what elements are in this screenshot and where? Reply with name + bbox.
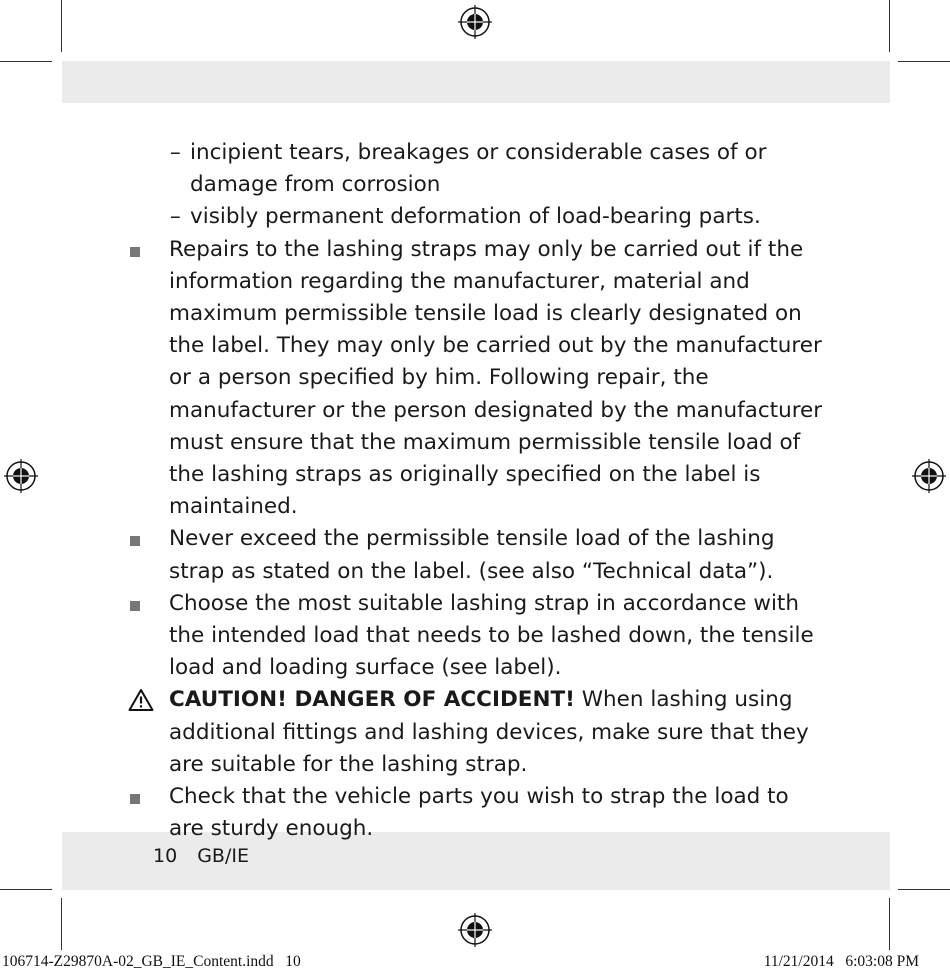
bullet-text: Check that the vehicle parts you wish to strap the load to are sturdy enough. bbox=[169, 784, 789, 842]
bullet-text: Repairs to the lashing straps may only be carried out if the information regarding the manufacturer, material and maximum permissible tensile load is clearly designated on the label. They may only be carried out by the manufacturer or a person specified by him. Following repair, the manufacturer or the person designated by the manufacturer must ensure that the maximum permissible tensile load of the lashing straps as originally specified on the label is maintained. bbox=[169, 236, 823, 520]
crop-mark-bottom-left-vertical bbox=[61, 898, 62, 950]
dash-list-item bbox=[128, 137, 828, 201]
header-band bbox=[62, 61, 890, 103]
square-bullet-icon bbox=[130, 536, 140, 546]
bullet-list-item bbox=[128, 234, 828, 524]
dash-marker: – bbox=[170, 204, 181, 230]
bullet-list-item bbox=[128, 781, 828, 845]
crop-mark-top-left-vertical bbox=[61, 0, 62, 52]
bullet-list-item bbox=[128, 523, 828, 587]
caution-text: When lashing using additional fittings and lashing devices, make sure that they are suitable for the lashing strap. bbox=[169, 687, 809, 777]
crop-mark-bottom-right-horizontal bbox=[898, 889, 950, 890]
language-code: GB/IE bbox=[197, 845, 249, 867]
crop-mark-top-right-horizontal bbox=[898, 61, 950, 62]
dash-marker: – bbox=[170, 140, 181, 165]
bullet-text: Never exceed the permissible tensile load of the lashing strap as stated on the label. (see also “Technical data”). bbox=[169, 526, 775, 584]
registration-mark-icon bbox=[458, 5, 492, 39]
slug-filename: 106714-Z29870A-02_GB_IE_Content.indd 10 bbox=[2, 953, 301, 970]
page-body bbox=[128, 137, 828, 845]
page-folio bbox=[153, 845, 249, 867]
registration-mark-icon bbox=[4, 459, 38, 493]
caution-notice bbox=[128, 684, 828, 781]
dash-item-text: incipient tears, breakages or considerable cases of or damage from corrosion bbox=[190, 140, 767, 198]
crop-mark-bottom-right-vertical bbox=[889, 898, 890, 950]
caution-heading: CAUTION! DANGER OF ACCIDENT! bbox=[169, 687, 575, 713]
bullet-list-item bbox=[128, 588, 828, 685]
bullet-text: Choose the most suitable lashing strap in accordance with the intended load that needs to be lashed down, the tensile load and loading surface (see label). bbox=[169, 590, 814, 681]
page-number: 10 bbox=[153, 845, 178, 867]
crop-mark-bottom-left-horizontal bbox=[0, 889, 52, 890]
registration-mark-icon bbox=[458, 913, 492, 947]
registration-mark-icon bbox=[912, 459, 946, 493]
square-bullet-icon bbox=[130, 794, 140, 804]
crop-mark-top-left-horizontal bbox=[0, 61, 52, 62]
square-bullet-icon bbox=[130, 247, 140, 257]
slug-timestamp: 11/21/2014 6:03:08 PM bbox=[763, 953, 919, 970]
crop-mark-top-right-vertical bbox=[889, 0, 890, 52]
dash-list-item bbox=[128, 201, 828, 233]
dash-item-text: visibly permanent deformation of load-bearing parts. bbox=[190, 204, 761, 230]
square-bullet-icon bbox=[130, 601, 140, 611]
warning-triangle-icon bbox=[128, 688, 154, 712]
